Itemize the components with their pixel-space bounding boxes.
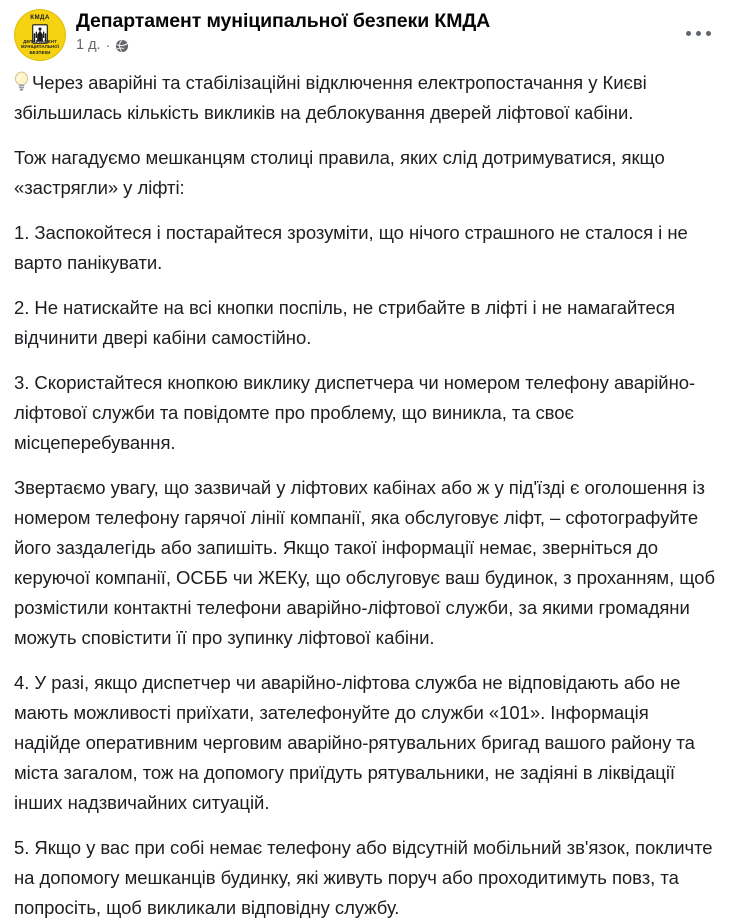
avatar-top-text: КМДА xyxy=(30,14,50,21)
globe-icon[interactable] xyxy=(115,39,129,53)
post-meta xyxy=(76,36,490,54)
post-paragraph-7: 4. У разі, якщо диспетчер чи аварійно-ліфтова служба не відповідають або не мають можливості приїхати, зателефонуйте до служби «101». Інформація надійде оперативним черговим аварійно-рятувальних бригад вашого району та міста загалом, тож на допомогу приїдуть рятувальники, не задіяні в ліквідації інших надзвичайних ситуацій. xyxy=(14,672,695,813)
post-paragraph-2: Тож нагадуємо мешканцям столиці правила, яких слід дотримуватися, якщо «застрягли» у ліфті: xyxy=(14,147,665,198)
post-paragraph-4: 2. Не натискайте на всі кнопки поспіль, не стрибайте в ліфті і не намагайтеся відчинити двері кабіни самостійно. xyxy=(14,297,675,348)
page-name[interactable]: Департамент муніципальної безпеки КМДА xyxy=(76,10,491,32)
ellipsis-dot xyxy=(686,31,691,36)
post-more-options-button[interactable] xyxy=(681,20,715,46)
meta-separator: · xyxy=(105,37,111,53)
ellipsis-dot xyxy=(696,31,701,36)
post-paragraph-1 xyxy=(14,68,716,128)
lightbulb-emoji-icon xyxy=(14,71,29,92)
post-paragraph-1-text: Через аварійні та стабілізаційні відключення електропостачання у Києві збільшилась кількість викликів на деблокування дверей ліфтової кабіни. xyxy=(14,72,647,123)
avatar-ring xyxy=(14,9,66,61)
post-content xyxy=(0,62,730,923)
header-texts xyxy=(76,9,490,54)
post-paragraph-6: Звертаємо увагу, що зазвичай у ліфтових кабінах або ж у під'їзді є оголошення із номером телефону гарячої лінії компанії, яка обслуговує ліфт, – сфотографуйте його заздалегідь або запишіть. Якщо такої інформації немає, зверніться до керуючої компанії, ОСББ чи ЖЕКу, що обслуговує ваш будинок, з проханням, щоб розмістили контактні телефони аварійно-ліфтової служби, за якими громадяни можуть сповістити її про зупинку ліфтової кабіни. xyxy=(14,477,716,648)
post-timestamp[interactable]: 1 д. xyxy=(76,37,101,53)
avatar[interactable] xyxy=(14,9,66,61)
post-header xyxy=(0,0,730,62)
post-paragraph-8: 5. Якщо у вас при собі немає телефону або відсутній мобільний зв'язок, покличте на допомогу мешканців будинку, які живуть поруч або проходитимуть повз, та попросіть, щоб викликали відповідну службу. xyxy=(14,837,713,918)
avatar-bottom-text: ДЕПАРТАМЕНТ МУНІЦИПАЛЬНОЇ БЕЗПЕКИ xyxy=(20,38,60,55)
post-paragraph-5: 3. Скористайтеся кнопкою виклику диспетчера чи номером телефону аварійно-ліфтової служби та повідомте про проблему, що виникла, та своє місцеперебування. xyxy=(14,372,696,453)
post-paragraph-3: 1. Заспокойтеся і постарайтеся зрозуміти, що нічого страшного не сталося і не варто панікувати. xyxy=(14,222,688,273)
ellipsis-dot xyxy=(706,31,711,36)
